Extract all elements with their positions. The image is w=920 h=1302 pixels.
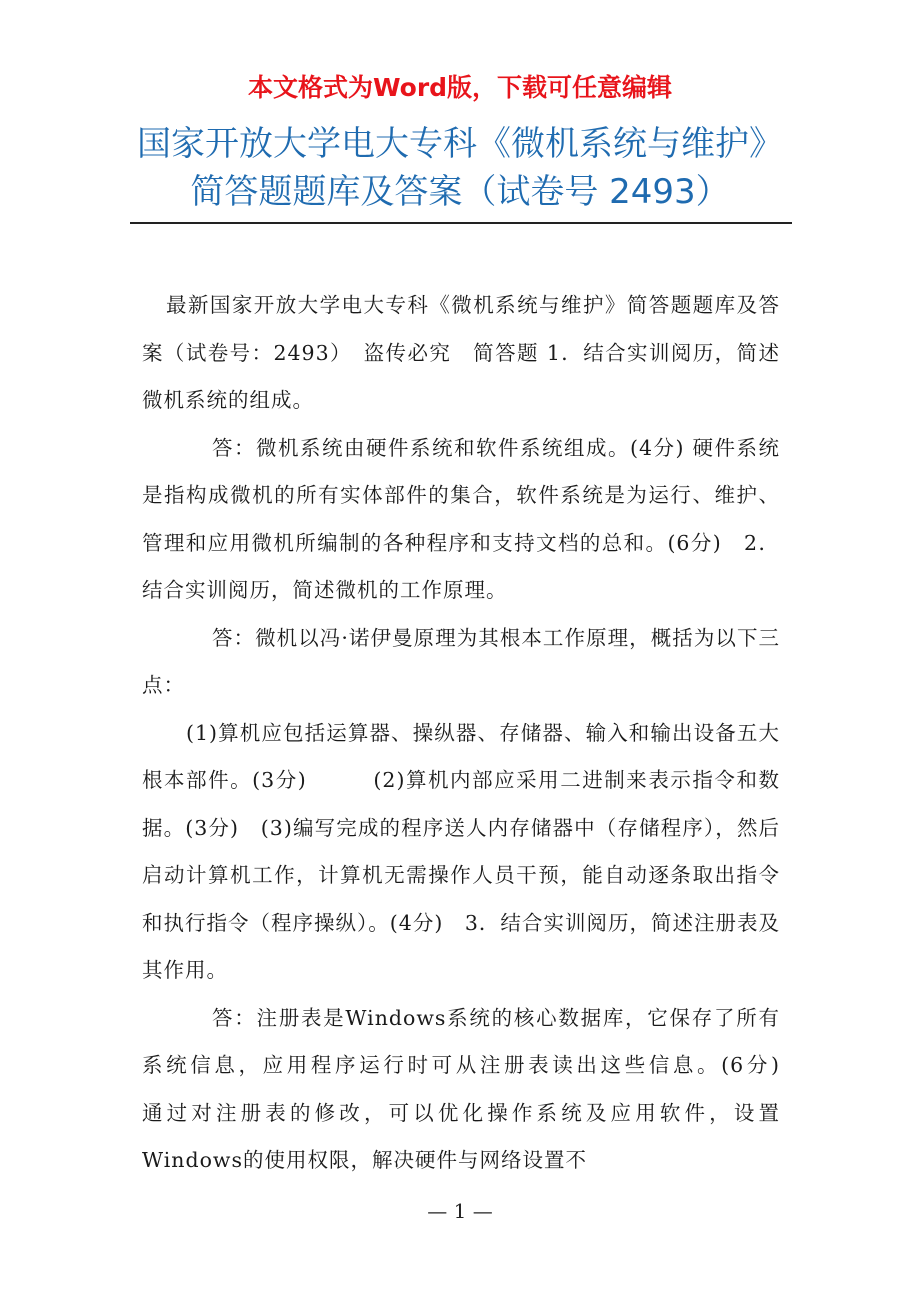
answer-2-paragraph: 答：微机以冯·诺伊曼原理为其根本工作原理，概括为以下三点： [142,625,780,697]
answer-1-paragraph: 答：微机系统由硬件系统和软件系统组成。(4分) 硬件系统是指构成微机的所有实体部件的集合，软件系统是为运行、维护、管理和应用微机所编制的各种程序和支持文档的总和。(6分) 2．结合实训阅历，简述微机的工作原理。 [142,435,780,602]
title-divider [130,222,792,224]
document-title [90,120,830,216]
intro-paragraph: 最新国家开放大学电大专科《微机系统与维护》简答题题库及答案（试卷号：2493） 盗传必究 简答题 1．结合实训阅历，简述微机系统的组成。 [142,293,780,412]
title-line-2: 简答题题库及答案（试卷号 2493） [190,172,730,212]
format-notice: 本文格式为Word版，下载可任意编辑 [247,73,673,102]
answer-2-points-paragraph: (1)算机应包括运算器、操纵器、存储器、输入和输出设备五大根本部件。(3分) (2)算机内部应采用二进制来表示指令和数据。(3分) (3)编写完成的程序送人内存储器中（存储程序），然后启动计算机工作，计算机无需操作人员干预，能自动逐条取出指令和执行指令（程序操纵）。(4分) 3．结合实训阅历，简述注册表及其作用。 [142,720,780,982]
page-number: — 1 — [427,1199,493,1223]
title-line-1: 国家开放大学电大专科《微机系统与维护》 [137,124,783,164]
document-body [142,282,845,1185]
answer-3-paragraph: 答：注册表是Windows系统的核心数据库，它保存了所有系统信息，应用程序运行时可从注册表读出这些信息。(6分) 通过对注册表的修改，可以优化操作系统及应用软件，设置Windows的使用权限，解决硬件与网络设置不 [142,1005,845,1172]
